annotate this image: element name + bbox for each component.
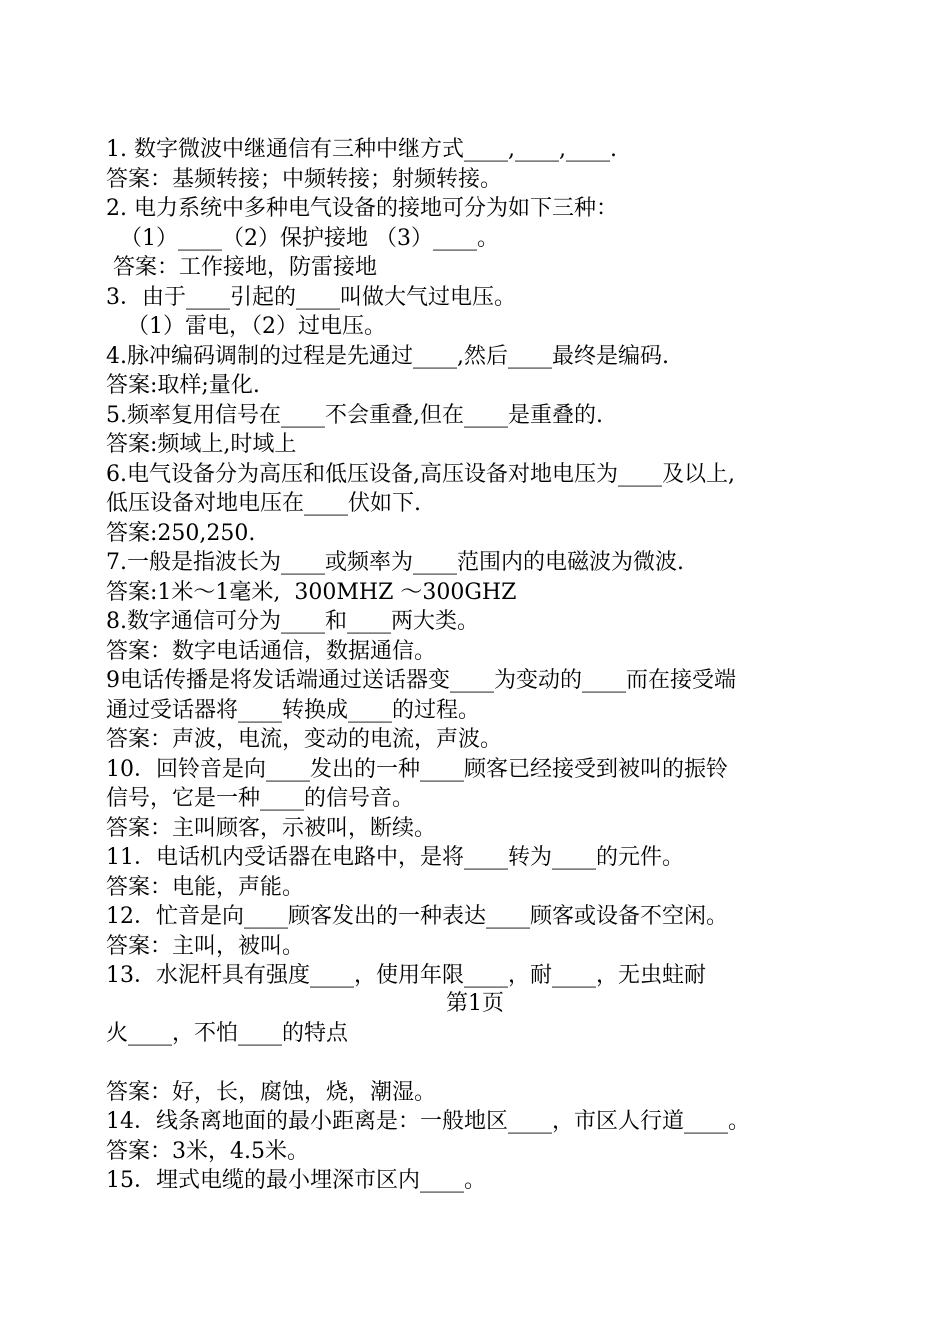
text-line: 答案:频域上,时域上 bbox=[106, 432, 297, 457]
text-line: 3．由于____引起的____叫做大气过电压。 bbox=[106, 285, 516, 310]
text-line: 答案：主叫顾客，示被叫，断续。 bbox=[106, 816, 437, 841]
page-footer: 第1页 bbox=[446, 991, 504, 1016]
text-line: 6.电气设备分为高压和低压设备,高压设备对地电压为____及以上, bbox=[106, 462, 735, 487]
text-line: 12．忙音是向____顾客发出的一种表达____顾客或设备不空闲。 bbox=[106, 904, 728, 929]
text-line: 答案：主叫，被叫。 bbox=[106, 934, 305, 959]
text-line: 答案：电能，声能。 bbox=[106, 875, 305, 900]
text-line: （1）____（2）保护接地 （3）____。 bbox=[106, 226, 499, 251]
text-line: 答案：工作接地，防雷接地 bbox=[106, 255, 377, 280]
text-line: 15．埋式电缆的最小埋深市区内____。 bbox=[106, 1168, 486, 1193]
text-line: 答案:250,250. bbox=[106, 521, 256, 546]
text-line: 14．线条离地面的最小距离是：一般地区____，市区人行道____。 bbox=[106, 1109, 750, 1134]
text-line: 8.数字通信可分为____和____两大类。 bbox=[106, 609, 479, 634]
text-line: （1）雷电，（2）过电压。 bbox=[106, 314, 386, 339]
text-line: 1. 数字微波中继通信有三种中继方式____,____,____. bbox=[106, 137, 617, 162]
text-line: 13．水泥杆具有强度____，使用年限____，耐____，无虫蛀耐 bbox=[106, 963, 706, 988]
text-line: 2. 电力系统中多种电气设备的接地可分为如下三种： bbox=[106, 196, 618, 221]
text-line: 答案：数字电话通信，数据通信。 bbox=[106, 639, 437, 664]
text-line: 答案:取样;量化. bbox=[106, 373, 260, 398]
text-line: 10．回铃音是向____发出的一种____顾客已经接受到被叫的振铃 bbox=[106, 757, 728, 782]
text-line: 低压设备对地电压在____伏如下. bbox=[106, 491, 421, 516]
text-line: 5.频率复用信号在____不会重叠,但在____是重叠的. bbox=[106, 403, 603, 428]
text-line: 答案：好，长，腐蚀，烧，潮湿。 bbox=[106, 1080, 437, 1105]
text-line: 11．电话机内受话器在电路中，是将____转为____的元件。 bbox=[106, 845, 684, 870]
text-line: 7.一般是指波长为____或频率为____范围内的电磁波为微波. bbox=[106, 550, 684, 575]
text-line: 9电话传播是将发话端通过送话器变____为变动的____而在接受端 bbox=[106, 668, 736, 693]
text-line: 答案：3米，4.5米。 bbox=[106, 1139, 309, 1164]
text-line: 信号，它是一种____的信号音。 bbox=[106, 786, 415, 811]
text-line: 火____，不怕____的特点 bbox=[106, 1021, 349, 1046]
text-line: 4.脉冲编码调制的过程是先通过____,然后____最终是编码. bbox=[106, 344, 669, 369]
text-line: 通过受话器将____转换成____的过程。 bbox=[106, 698, 481, 723]
text-line: 答案：基频转接；中频转接；射频转接。 bbox=[106, 167, 503, 192]
text-line: 答案:1米～1毫米, 300MHZ ～300GHZ bbox=[106, 580, 517, 605]
text-line: 答案：声波，电流，变动的电流，声波。 bbox=[106, 727, 503, 752]
